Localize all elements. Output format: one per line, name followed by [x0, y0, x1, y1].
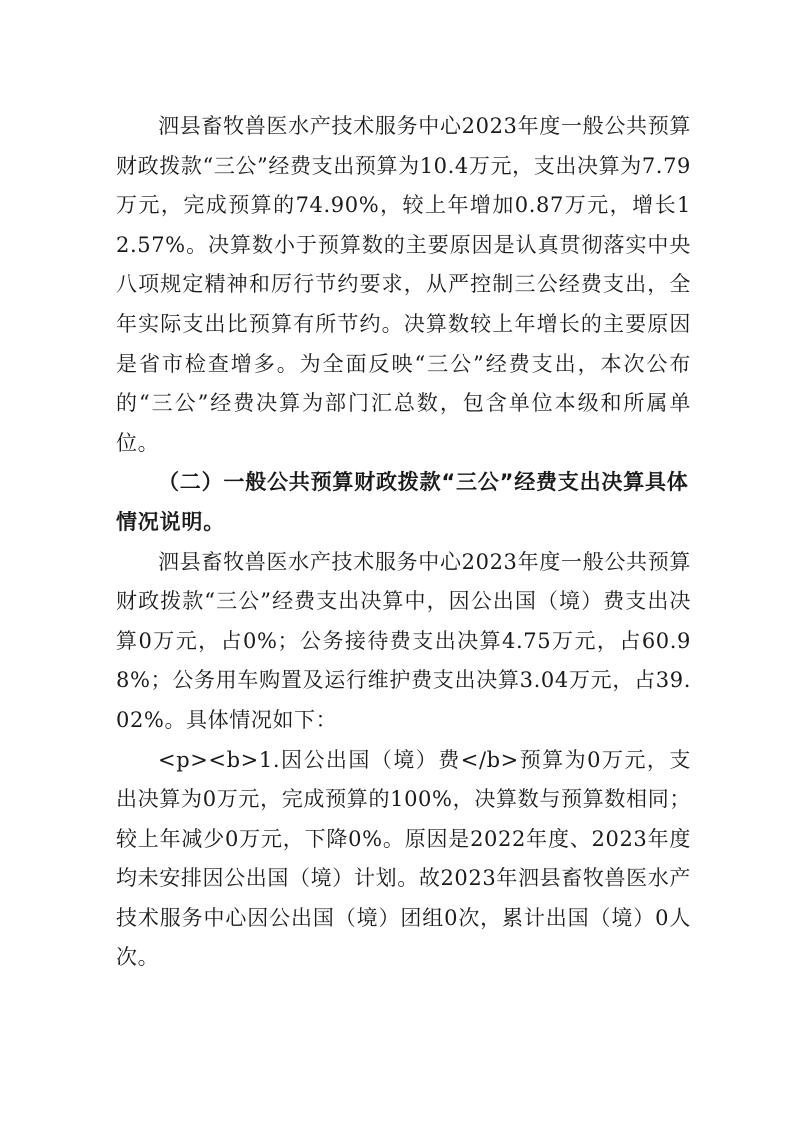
paragraph-overseas-travel: <p><b>1.因公出国（境）费</b>预算为0万元，支出决算为0万元，完成预算的100%，决算数与预算数相同；较上年减少0万元，下降0%。原因是2022年度、2023年度均未安排因公出国（境）计划。故2023年泗县畜牧兽医水产技术服务中心因公出国（境）团组0次，累计出国（境）0人次。 [116, 747, 691, 970]
document-body [116, 107, 691, 978]
paragraph-budget-overview: 泗县畜牧兽医水产技术服务中心2023年度一般公共预算财政拨款“三公”经费支出预算为10.4万元，支出决算为7.79万元，完成预算的74.90%，较上年增加0.87万元，增长12.57%。决算数小于预算数的主要原因是认真贯彻落实中央八项规定精神和厉行节约要求，从严控制三公经费支出，全年实际支出比预算有所节约。决算数较上年增长的主要原因是省市检查增多。为全面反映“三公”经费支出，本次公布的“三公”经费决算为部门汇总数，包含单位本级和所属单位。 [116, 114, 691, 455]
section-heading: （二）一般公共预算财政拨款“三公”经费支出决算具体情况说明。 [116, 470, 689, 534]
paragraph-expenditure-breakdown: 泗县畜牧兽医水产技术服务中心2023年度一般公共预算财政拨款“三公”经费支出决算中，因公出国（境）费支出决算0万元，占0%；公务接待费支出决算4.75万元，占60.98%；公务用车购置及运行维护费支出决算3.04万元，占39.02%。具体情况如下： [116, 549, 691, 732]
